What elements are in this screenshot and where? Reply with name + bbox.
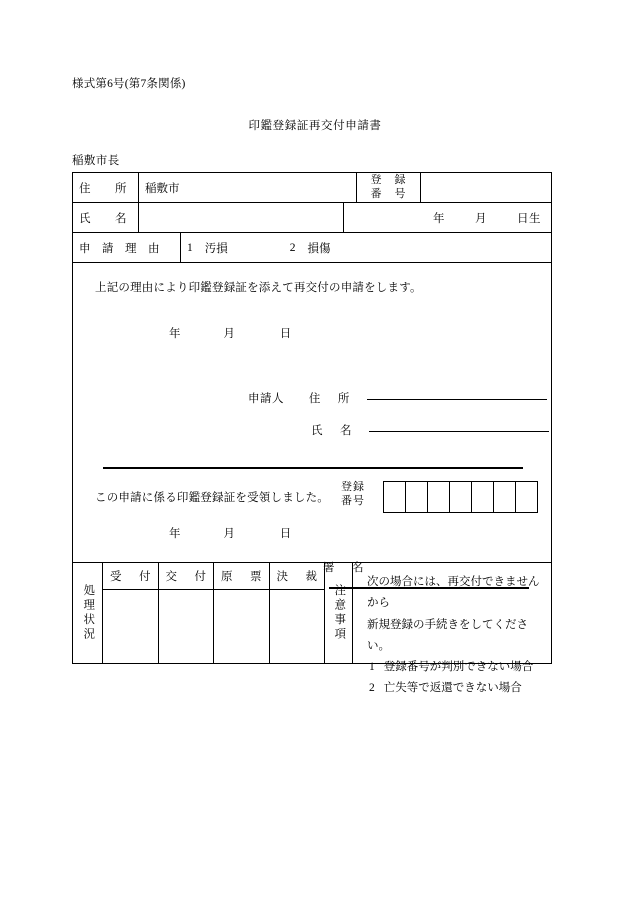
processing-body-row bbox=[103, 590, 324, 663]
birth-year-label: 年 bbox=[433, 212, 445, 225]
regno-digit-box[interactable] bbox=[472, 482, 494, 512]
receipt-registration-number-boxes[interactable] bbox=[383, 481, 538, 513]
note-item-number: 2 bbox=[369, 682, 375, 695]
processing-col-header-approval: 決 裁 bbox=[276, 571, 320, 583]
regno-digit-box[interactable] bbox=[384, 482, 406, 512]
declaration-month-label: 月 bbox=[223, 328, 235, 340]
regno-digit-box[interactable] bbox=[494, 482, 516, 512]
processing-cell-approval[interactable] bbox=[270, 590, 325, 663]
declaration-text: 上記の理由により印鑑登録証を添えて再交付の申請をします。 bbox=[95, 282, 422, 294]
regno-digit-box[interactable] bbox=[516, 482, 538, 512]
reason-label: 申 請 理 由 bbox=[73, 233, 181, 262]
receipt-day-label: 日 bbox=[279, 528, 292, 540]
receipt-regno-label-line1: 登録 bbox=[341, 481, 365, 493]
name-label: 氏 名 bbox=[73, 203, 139, 232]
page-title: 印鑑登録証再交付申請書 bbox=[248, 120, 382, 132]
processing-cell-issue[interactable] bbox=[159, 590, 215, 663]
application-form-table bbox=[72, 172, 552, 695]
receipt-registration-number-label bbox=[341, 481, 365, 509]
declaration-year-label: 年 bbox=[169, 328, 181, 340]
applicant-address-input[interactable] bbox=[367, 387, 547, 400]
reason-options[interactable] bbox=[181, 233, 551, 262]
section-divider bbox=[103, 467, 523, 469]
processing-header-row bbox=[103, 563, 324, 590]
processing-col-header-ledger: 原 票 bbox=[214, 563, 270, 589]
processing-status-label bbox=[73, 563, 103, 663]
registration-number-value[interactable] bbox=[421, 173, 551, 202]
registration-number-label-line1: 登 録 bbox=[370, 173, 407, 186]
receipt-month-label: 月 bbox=[223, 528, 235, 540]
notes-intro-line1: 次の場合には、再交付できませんから bbox=[367, 576, 540, 610]
row-declaration bbox=[73, 263, 551, 574]
declaration-day-label: 日 bbox=[279, 328, 292, 340]
birth-day-label: 日生 bbox=[517, 212, 541, 225]
form-number: 様式第6号(第7条関係) bbox=[72, 78, 186, 90]
applicant-address-label: 住 所 bbox=[308, 393, 353, 405]
note-item-text: 亡失等で返還できない場合 bbox=[383, 682, 522, 695]
receipt-year-label: 年 bbox=[169, 528, 181, 540]
notes-label-text: 注意事項 bbox=[333, 584, 346, 642]
reason-option-1-number: 1 bbox=[187, 241, 193, 254]
registration-number-label bbox=[357, 173, 421, 202]
address-value[interactable]: 稲敷市 bbox=[139, 173, 357, 202]
row-name bbox=[73, 203, 551, 233]
note-item-number: 1 bbox=[369, 661, 375, 674]
reason-option-2-number: 2 bbox=[289, 241, 296, 254]
notes-intro-line2: 新規登録の手続きをしてください。 bbox=[367, 618, 528, 652]
processing-cell-reception[interactable] bbox=[103, 590, 159, 663]
processing-cell-ledger[interactable] bbox=[214, 590, 270, 663]
registration-number-label-line2: 番 号 bbox=[370, 187, 407, 200]
declaration-date[interactable] bbox=[169, 325, 291, 341]
name-value[interactable] bbox=[139, 203, 344, 232]
regno-digit-box[interactable] bbox=[428, 482, 450, 512]
row-address bbox=[73, 173, 551, 203]
applicant-name-label: 氏 名 bbox=[311, 425, 355, 437]
note-item bbox=[367, 657, 541, 678]
regno-digit-box[interactable] bbox=[450, 482, 472, 512]
addressee: 稲敷市長 bbox=[72, 155, 120, 167]
reason-option-1-text[interactable]: 汚損 bbox=[204, 242, 228, 255]
note-item-text: 登録番号が判別できない場合 bbox=[383, 661, 534, 674]
signature-row bbox=[323, 559, 551, 595]
receipt-text: この申請に係る印鑑登録証を受領しました。 bbox=[95, 492, 329, 504]
row-reason bbox=[73, 233, 551, 263]
signature-input[interactable] bbox=[329, 575, 529, 589]
applicant-name-input[interactable] bbox=[369, 419, 549, 432]
processing-col-header-reception: 受 付 bbox=[103, 563, 159, 589]
receipt-regno-label-line2: 番号 bbox=[341, 494, 365, 507]
regno-digit-box[interactable] bbox=[406, 482, 428, 512]
birth-date-field[interactable] bbox=[344, 203, 551, 232]
applicant-address-row bbox=[248, 387, 547, 406]
processing-col-header-issue: 交 付 bbox=[159, 563, 215, 589]
note-item bbox=[367, 678, 541, 699]
signature-label: 署 名 bbox=[323, 562, 367, 574]
receipt-date[interactable] bbox=[169, 525, 291, 541]
applicant-label: 申請人 bbox=[248, 393, 284, 405]
reason-option-2-text[interactable]: 損傷 bbox=[307, 242, 331, 255]
processing-status-text: 処理状況 bbox=[82, 584, 95, 642]
applicant-name-row bbox=[311, 419, 549, 438]
processing-columns bbox=[103, 563, 325, 663]
address-label: 住 所 bbox=[73, 173, 139, 202]
birth-month-label: 月 bbox=[475, 212, 487, 225]
